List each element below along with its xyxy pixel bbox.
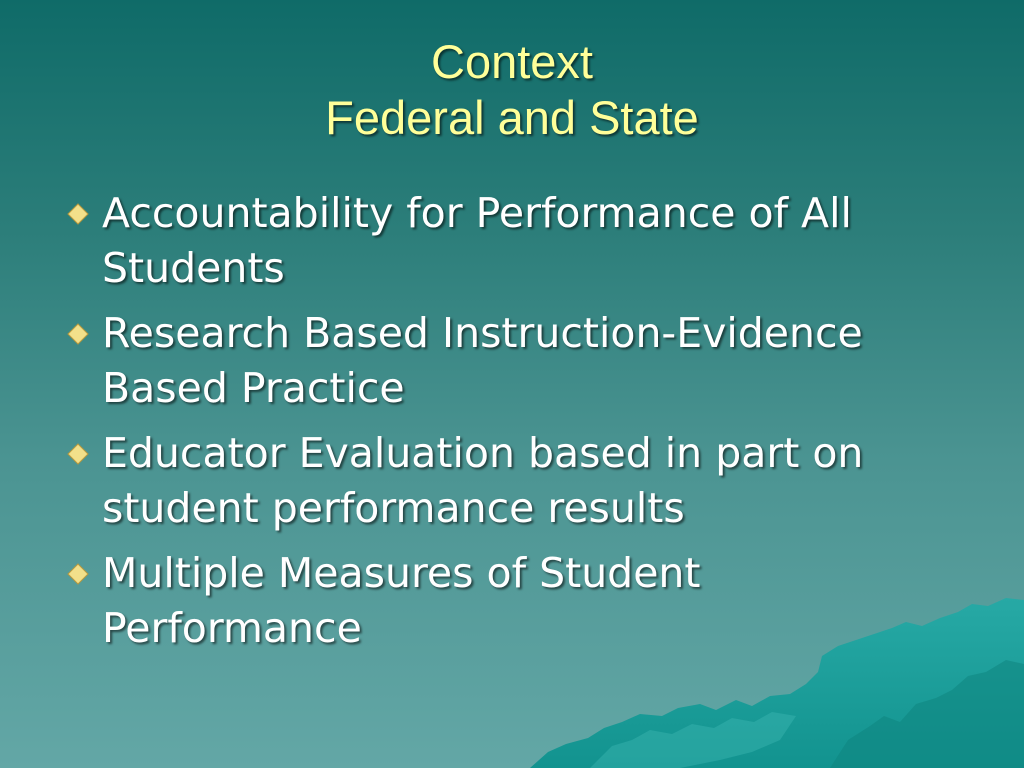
bullet-text: Accountability for Performance of All Students (102, 189, 852, 292)
diamond-bullet-icon (66, 442, 90, 466)
diamond-bullet-icon (66, 562, 90, 586)
diamond-bullet-icon (66, 202, 90, 226)
bullet-item (62, 186, 962, 296)
diamond-bullet-icon (66, 322, 90, 346)
bullet-text: Research Based Instruction-Evidence Based Practice (102, 309, 863, 412)
bullet-text: Multiple Measures of Student Performance (102, 549, 701, 652)
slide-title (0, 34, 1024, 146)
title-line-2: Federal and State (325, 91, 699, 144)
bullet-item (62, 306, 962, 416)
bullet-text: Educator Evaluation based in part on student performance results (102, 429, 864, 532)
bullet-item (62, 546, 962, 656)
title-line-1: Context (431, 35, 593, 88)
bullet-item (62, 426, 962, 536)
bullet-list (62, 186, 962, 666)
